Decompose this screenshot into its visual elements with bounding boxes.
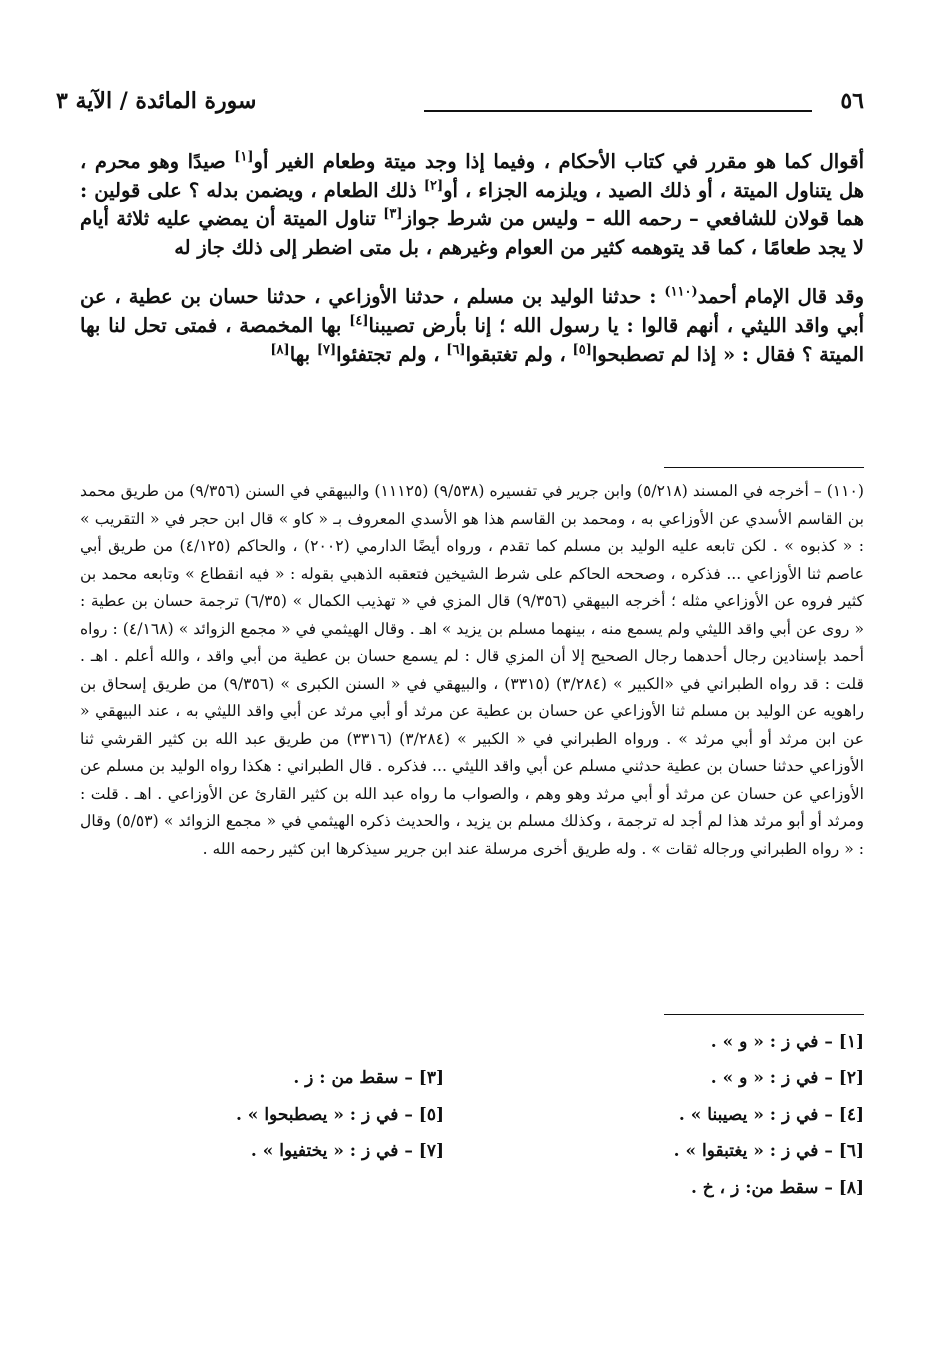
page-number: ٥٦ bbox=[840, 88, 864, 114]
paragraph-text: تناول الميتة أن يمضي عليه ثلاثة أيام لا يجد طعامًا ، كما قد يتوهمه كثير من العوام وغيرهم ، بل متى اضطر إلى ذلك جاز له bbox=[80, 207, 864, 259]
paragraph-2 bbox=[80, 283, 864, 369]
note-ref-5[interactable]: [٥] bbox=[572, 342, 592, 358]
variant-note-3: [٣] – سقط من : ز . bbox=[293, 1068, 444, 1088]
paragraph-text: ، ولم تغتبقوا bbox=[465, 342, 573, 366]
paragraph-text: وقد قال الإمام أحمد bbox=[697, 285, 864, 309]
page-header bbox=[56, 88, 864, 122]
variant-note-6: [٦] – في ز : « يغتبقوا » . bbox=[673, 1141, 864, 1161]
paragraph-text: ذلك الطعام ، ويضمن بدله ؟ على قولين : هما قولان للشافعي – رحمه الله – وليس من شرط جواز bbox=[80, 178, 864, 231]
note-ref-3[interactable]: [٣] bbox=[383, 206, 403, 222]
variant-note-5: [٥] – في ز : « يصطبحوا » . bbox=[235, 1105, 444, 1125]
footnote-separator bbox=[664, 467, 864, 468]
paragraph-text: بها bbox=[289, 342, 317, 366]
paragraph-text: أقوال كما هو مقرر في كتاب الأحكام ، وفيما إذا وجد ميتة وطعام الغير أو bbox=[253, 150, 864, 173]
variant-note-4: [٤] – في ز : « يصيبنا » . bbox=[678, 1105, 864, 1125]
main-text bbox=[80, 148, 864, 369]
note-ref-8[interactable]: [٨] bbox=[270, 342, 290, 358]
note-ref-6[interactable]: [٦] bbox=[446, 342, 466, 358]
note-ref-7[interactable]: [٧] bbox=[316, 342, 337, 358]
variant-note-1: [١] – في ز : « و » . bbox=[710, 1032, 864, 1052]
paragraph-1 bbox=[80, 148, 864, 262]
footnote-ref-110[interactable]: (١١٠) bbox=[664, 284, 698, 300]
note-ref-1[interactable]: [١] bbox=[234, 149, 254, 165]
notes-separator bbox=[664, 1014, 864, 1015]
surah-title: سورة المائدة / الآية ٣ bbox=[56, 88, 257, 114]
variant-note-7: [٧] – في ز : « يختفيوا » . bbox=[250, 1141, 444, 1161]
paragraph-text: ، ولم تجتفئوا bbox=[336, 342, 447, 366]
variant-note-8: [٨] – سقط من: ز ، خ . bbox=[690, 1178, 864, 1198]
paragraph-text: صيدًا وهو محرم ، هل يتناول الميتة ، أو ذلك الصيد ، ويلزمه الجزاء ، أو bbox=[80, 150, 864, 202]
footnote-110 bbox=[80, 478, 864, 863]
paragraph-text: بها المخمصة ، فمتى تحل لنا بها الميتة ؟ فقال : « إذا لم تصطبحوا bbox=[80, 313, 864, 366]
paragraph-text: : حدثنا الوليد بن مسلم ، حدثنا الأوزاعي ، حدثنا حسان بن عطية ، عن أبي واقد الليثي ، أنهم قالوا : يا رسول الله ؛ إنا بأرض تصيبنا bbox=[80, 285, 865, 337]
note-ref-4[interactable]: [٤] bbox=[349, 313, 369, 329]
footnote-text: (١١٠) – أخرجه في المسند (٥/٢١٨) وابن جرير في تفسيره (٩/٥٣٨) (١١١٢٥) والبيهقي في السنن (٩/٣٥٦) من طريق محمد بن القاسم الأسدي عن الأوزاعي به ، ومحمد بن القاسم هذا هو الأسدي المعروف بـ « كاو » قال ابن حجر في « التقريب » : « كذبوه » . لكن تابعه عليه الوليد بن مسلم كما تقدم ، ورواه أيضًا الدارمي (٢٠٠٢) ، والحاكم (٤/١٢٥) من طريق أبي عاصم ثنا الأوزاعي ... فذكره ، وصححه الحاكم على شرط الشيخين فتعقبه الذهبي بقوله : « فيه انقطاع » وتابعه محمد بن كثير فروه عن الأوزاعي مثله ؛ أخرجه البيهقي (٩/٣٥٦) قال المزي في « تهذيب الكمال » (٦/٣٥) ترجمة حسان بن عطية : « روى عن أبي واقد الليثي ولم يسمع منه ، بينهما مسلم بن يزيد » اهـ . وقال الهيثمي في « مجمع الزوائد » (٤/١٦٨) : رواه أحمد بإسنادين رجال أحدهما رجال الصحيح إلا أن المزي قال : لم يسمع حسان بن عطية من أبي واقد ، والله أعلم . اهـ . قلت : قد رواه الطبراني في «الكبير » (٣/٢٨٤) (٣٣١٥) ، والبيهقي في « السنن الكبرى » (٩/٣٥٦) من طريق إسحاق بن راهويه عن الوليد بن مسلم ثنا الأوزاعي عن حسان بن عطية عن مرثد أو أبي مرثد عن أبي واقد الليثي به ، عند البيهقي « عن ابن مرثد أو أبي مرثد » . ورواه الطبراني في « الكبير » (٣/٢٨٤) (٣٣١٦) من طريق عبد الله بن كثير القرشي ثنا الأوزاعي حدثنا حسان بن عطية حدثني مسلم عن أبي واقد الليثي ... فذكره . قال الطبراني : هكذا رواه الوليد بن مسلم عن الأوزاعي عن حسان عن مرثد أو أبي مرثد وهو وهم ، والصواب ما رواه عبد الله بن كثير القارئ عن الأوزاعي . اهـ . قلت : ومرثد أو أبو مرثد هذا لم أجد له ترجمة ، وكذلك مسلم بن يزيد ، والحديث ذكره الهيثمي في « مجمع الزوائد » (٥/٥٣) وقال : « رواه الطبراني ورجاله ثقات » . وله طريق أخرى مرسلة عند ابن جرير سيذكرها ابن كثير رحمه الله . bbox=[80, 482, 865, 858]
note-ref-2[interactable]: [٢] bbox=[423, 178, 444, 194]
header-rule bbox=[424, 110, 812, 112]
variant-note-2: [٢] – في ز : « و » . bbox=[710, 1068, 864, 1088]
